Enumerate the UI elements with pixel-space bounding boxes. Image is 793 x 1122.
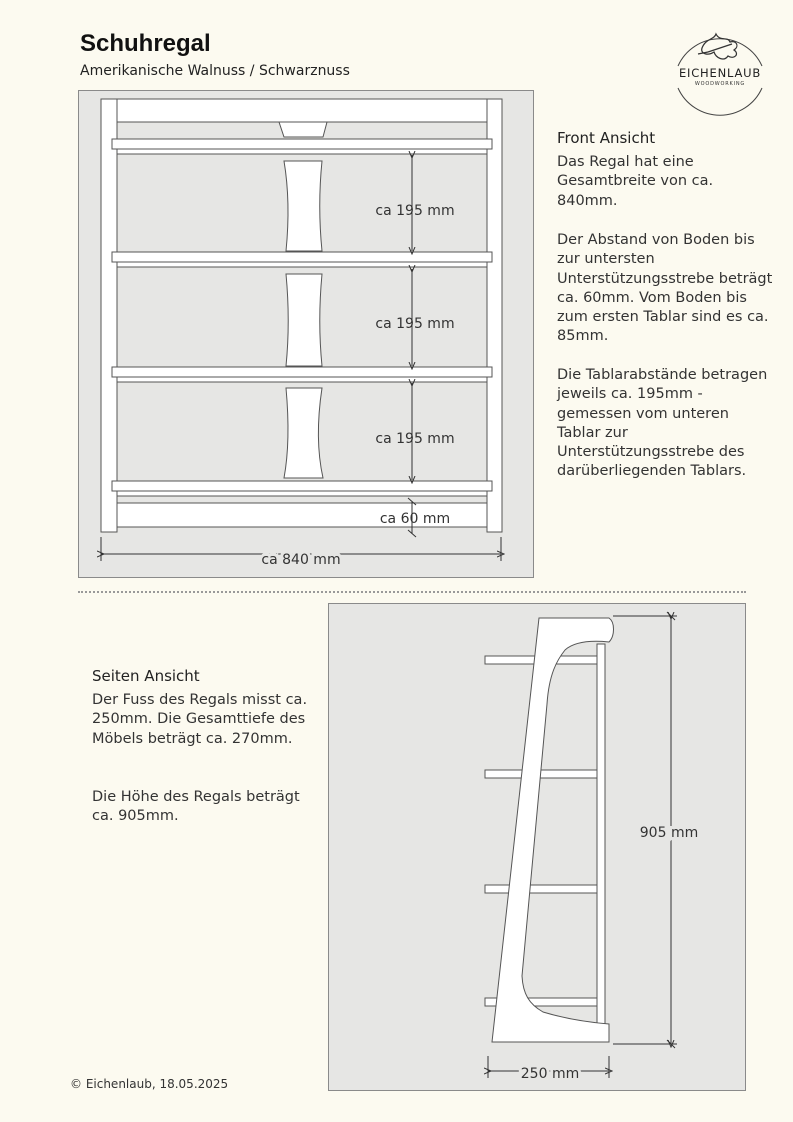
footer-copyright: © Eichenlaub, 18.05.2025	[70, 1077, 229, 1091]
side-heading: Seiten Ansicht	[92, 667, 200, 685]
section-divider	[78, 591, 746, 593]
side-view-drawing	[328, 603, 746, 1091]
side-paragraph-2: Die Höhe des Regals beträgt ca. 905mm.	[92, 789, 300, 825]
dim-floor: ca 60 mm	[379, 511, 451, 527]
eichenlaub-logo	[668, 18, 772, 118]
side-paragraph-1: Der Fuss des Regals misst ca. 250mm. Die Gesamttiefe des Möbels beträgt ca. 270mm.	[92, 692, 308, 747]
front-paragraph-2: Der Abstand von Boden bis zur untersten Unterstützungsstrebe beträgt ca. 60mm. Vom Boden bis zum ersten Tablar sind es ca. 85mm.	[557, 232, 773, 345]
logo-tagline: WOODWORKING	[694, 81, 746, 87]
dim-depth: 250 mm	[520, 1066, 580, 1082]
dim-width: ca 840 mm	[261, 552, 341, 568]
dim-gap-bottom: ca 195 mm	[375, 431, 455, 447]
dim-gap-top: ca 195 mm	[375, 203, 455, 219]
page-subtitle: Amerikanische Walnuss / Schwarznuss	[80, 63, 350, 79]
front-heading: Front Ansicht	[557, 129, 656, 147]
page-title: Schuhregal	[80, 30, 211, 57]
oak-leaf-icon	[698, 34, 737, 59]
front-paragraph-3: Die Tablarabstände betragen jeweils ca. 195mm - gemessen vom unteren Tablar zur Unterstützungsstrebe des darüberliegenden Tablars.	[557, 367, 768, 480]
front-paragraph-1: Das Regal hat eine Gesamtbreite von ca. 840mm.	[557, 154, 714, 209]
dim-gap-middle: ca 195 mm	[375, 316, 455, 332]
front-view-drawing	[78, 90, 534, 578]
dim-height: 905 mm	[639, 825, 699, 841]
logo-brand: EICHENLAUB	[678, 66, 762, 80]
